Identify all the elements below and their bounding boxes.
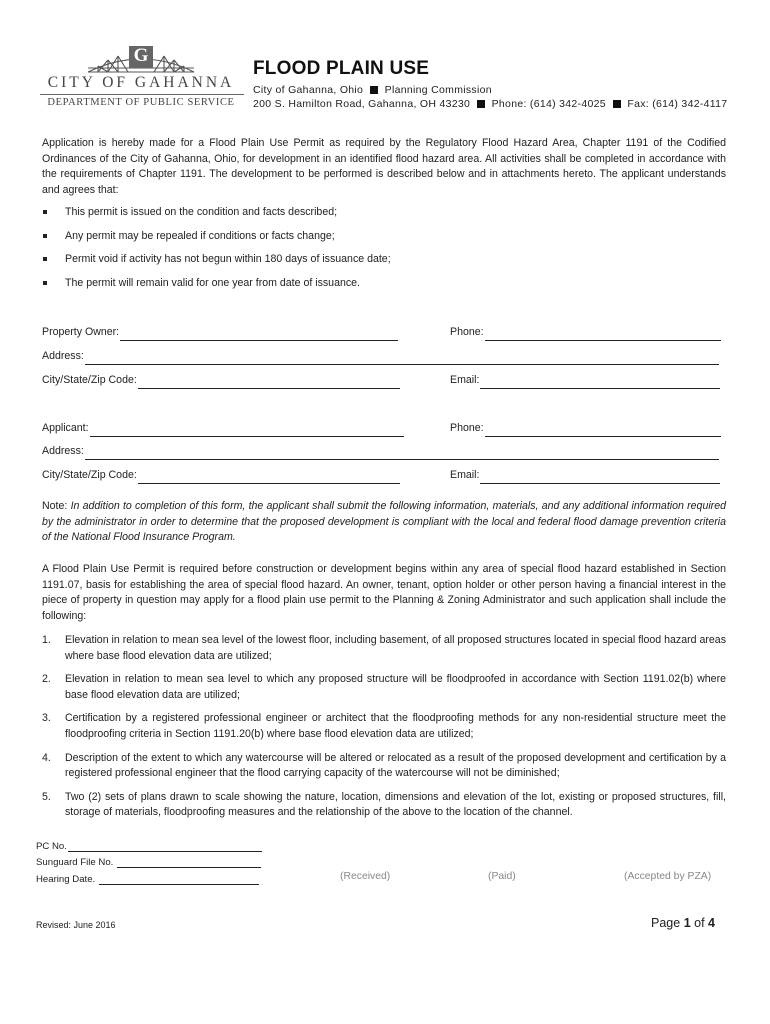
applicant-address-line[interactable] — [85, 447, 719, 460]
bullet-icon — [43, 234, 47, 238]
sunguard-file-field[interactable]: Sunguard File No. — [36, 856, 261, 868]
header-line-2 — [253, 98, 727, 110]
square-bullet-icon — [613, 100, 621, 108]
logo-city-name: CITY OF GAHANNA — [47, 74, 235, 91]
list-item: 5. Two (2) sets of plans drawn to scale showing the nature, location, dimensions and elevation of the lot, existing or proposed structures, fill, storage of materials, floodproofing measures and the relationship of the above to the location of the channel. — [42, 790, 726, 819]
owner-phone-line[interactable] — [485, 328, 721, 341]
note-text: In addition to completion of this form, the applicant shall submit the following information, materials, and any additional information required by the administrator in order to determine that the proposed development is compliant with the local and federal flood damage prevention criteria of the National Flood Insurance Program. — [42, 500, 726, 544]
owner-address-line[interactable] — [85, 352, 719, 365]
owner-phone-field[interactable]: Phone: — [450, 325, 721, 341]
applicant-email-line[interactable] — [480, 471, 720, 484]
bullet-icon — [43, 210, 47, 214]
commission-name: Planning Commission — [384, 84, 492, 96]
list-item: 3. Certification by a registered professional engineer or architect that the floodproofing methods for any non-residential structure meet the floodproofing criteria in Section 1191.20(b) where base flood elevation data are utilized; — [42, 712, 726, 740]
owner-name-line[interactable] — [120, 328, 398, 341]
hearing-date-line[interactable] — [99, 873, 259, 885]
owner-address-field[interactable]: Address: — [42, 349, 719, 365]
list-item: 2. Elevation in relation to mean sea level to which any proposed structure will be floodproofed in accordance with Section 1191.02(b) where base flood elevation data are utilized; — [42, 673, 726, 701]
applicant-citystatezip-line[interactable] — [138, 471, 400, 484]
paid-stamp-label: (Paid) — [488, 871, 516, 882]
pc-number-line[interactable] — [68, 840, 262, 852]
applicant-phone-line[interactable] — [485, 424, 721, 437]
list-item: 4. Description of the extent to which any watercourse will be altered or relocated as a result of the proposed development and certification by a registered professional engineer that the flood carrying capacity of the watercourse will not be diminished; — [42, 751, 726, 780]
conditions-list — [42, 205, 722, 299]
owner-citystatezip-line[interactable] — [138, 376, 400, 389]
form-title: FLOOD PLAIN USE — [253, 58, 430, 79]
page-indicator: Page 1 of 4 — [651, 916, 715, 930]
requirements-intro: A Flood Plain Use Permit is required before construction or development begins within any area of special flood hazard established in Section 1191.07, basis for establishing the area of special flood hazard. An owner, tenant, option holder or other person having a financial interest in the piece of property in question may apply for a flood plain use permit to the Planning & Zoning Administrator and such application shall include the following: — [42, 563, 726, 622]
list-item: 1. Elevation in relation to mean sea level of the lowest floor, including basement, of all proposed structures located in special flood hazard areas where base flood elevation data are utilized; — [42, 634, 726, 662]
requirements-list — [42, 633, 726, 829]
intro-paragraph: Application is hereby made for a Flood Plain Use Permit as required by the Regulatory Flood Hazard Area, Chapter 1191 of the Codified Ordinances of the City of Gahanna, Ohio, for development in an identified flood hazard area. All activities shall be completed in accordance with the requirements of Chapter 1191. The development to be performed is described below and in attachments hereto. The applicant understands and agrees that: — [42, 137, 726, 196]
bullet-icon — [43, 281, 47, 285]
list-item: Any permit may be repealed if conditions or facts change; — [42, 229, 722, 253]
list-item: This permit is issued on the condition and facts described; — [42, 205, 722, 229]
received-stamp-label: (Received) — [340, 871, 391, 882]
applicant-email-field[interactable]: Email: — [450, 468, 720, 484]
accepted-stamp-label: (Accepted by PZA) — [624, 871, 712, 882]
revision-date: Revised: June 2016 — [36, 920, 116, 930]
office-phone: Phone: (614) 342-4025 — [491, 98, 606, 110]
header-line-1 — [253, 84, 492, 96]
note-paragraph — [42, 499, 726, 546]
owner-email-line[interactable] — [480, 376, 720, 389]
office-fax: Fax: (614) 342-4117 — [627, 98, 728, 110]
bullet-icon — [43, 257, 47, 261]
logo-department: DEPARTMENT OF PUBLIC SERVICE — [47, 97, 235, 108]
applicant-name-line[interactable] — [90, 424, 404, 437]
street-address: 200 S. Hamilton Road, Gahanna, OH 43230 — [253, 98, 471, 110]
list-item: Permit void if activity has not begun within 180 days of issuance date; — [42, 252, 722, 276]
page-total: 4 — [708, 916, 715, 930]
logo-letter: G — [133, 45, 149, 66]
square-bullet-icon — [370, 86, 378, 94]
applicant-name-field[interactable]: Applicant: — [42, 421, 404, 437]
owner-email-field[interactable]: Email: — [450, 373, 720, 389]
square-bullet-icon — [477, 100, 485, 108]
hearing-date-field[interactable]: Hearing Date. — [36, 873, 259, 885]
city-name: City of Gahanna, Ohio — [253, 84, 364, 96]
owner-citystatezip-field[interactable]: City/State/Zip Code: — [42, 373, 400, 389]
list-item: The permit will remain valid for one year from date of issuance. — [42, 276, 722, 300]
pc-number-field[interactable]: PC No. — [36, 840, 262, 852]
logo-divider — [40, 94, 244, 95]
page-number: 1 — [683, 916, 691, 930]
city-logo — [38, 44, 244, 114]
applicant-phone-field[interactable]: Phone: — [450, 421, 721, 437]
sunguard-file-line[interactable] — [117, 856, 261, 868]
owner-name-field[interactable]: Property Owner: — [42, 325, 398, 341]
applicant-address-field[interactable]: Address: — [42, 444, 719, 460]
note-label: Note: — [42, 500, 68, 512]
applicant-citystatezip-field[interactable]: City/State/Zip Code: — [42, 468, 400, 484]
